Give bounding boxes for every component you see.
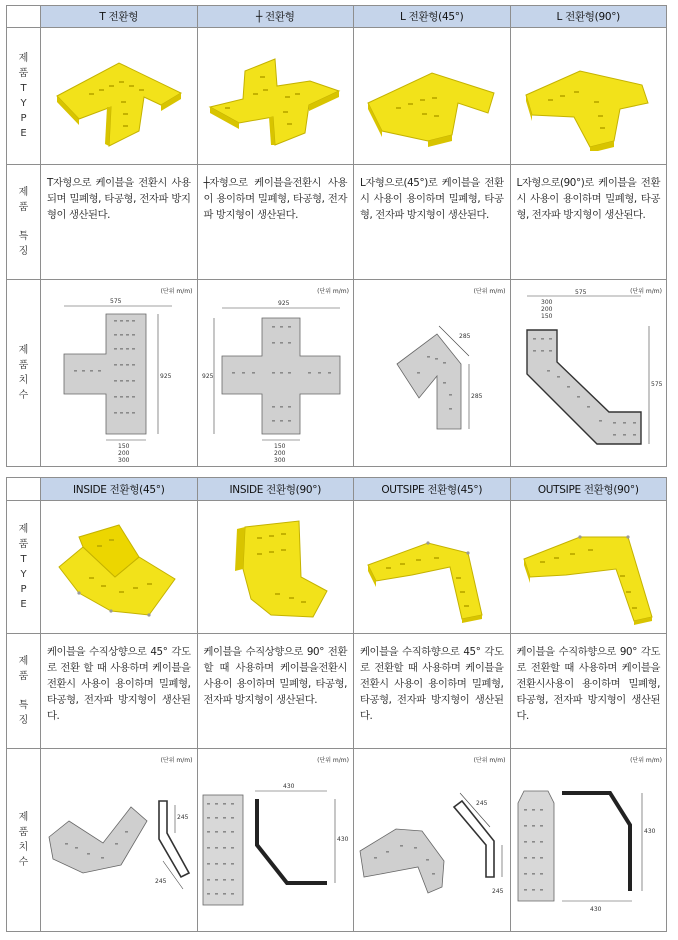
feature-l90-type: L자형으로(90°)로 케이블을 전환시 사용이 용이하며 밀폐형, 타공형, 전자파 방지형이 생산된다.: [510, 165, 667, 280]
feature-outside45-type: 케이블을 수직하향으로 45° 각도로 전환할 때 사용하며 케이블을 전환시 사용이 용이하며 밀폐형, 타공형, 전자파 방지형이 생산된다.: [354, 634, 511, 749]
dim-inside45-type: [41, 749, 198, 932]
header-row: [7, 6, 667, 28]
outside90-type-image: [510, 501, 667, 634]
type-row: [7, 501, 667, 634]
feature-row: [7, 634, 667, 749]
cross-type-image: [197, 28, 354, 165]
svg-text:925: 925: [278, 300, 290, 307]
unit-label: (단위 m/m): [630, 288, 662, 295]
unit-label: (단위 m/m): [317, 757, 349, 764]
feature-outside90-type: 케이블을 수직하향으로 90° 각도로 전환할 때 사용하며 케이블을 전환시사용이 용이하며 밀폐형, 타공형, 전자파 방지형이 생산된다.: [510, 634, 667, 749]
svg-text:925: 925: [159, 373, 172, 380]
header-inside90-type: INSIDE 전환형(90°): [197, 478, 354, 501]
inside45-type-image: [41, 501, 198, 634]
svg-text:200: 200: [541, 306, 553, 313]
l90-dimension-drawing: [513, 286, 663, 456]
t-type-image: [41, 28, 198, 165]
dim-outside90-type: [510, 749, 667, 932]
svg-text:575: 575: [109, 298, 122, 305]
svg-text:430: 430: [283, 783, 295, 790]
cross-dimension-drawing: [200, 294, 350, 464]
l45-dimension-drawing: [357, 294, 507, 464]
side-label-type: 제 품 T Y P E: [7, 501, 41, 634]
dim-cross-type: [197, 280, 354, 467]
t-dimension-drawing: [44, 294, 194, 464]
type-row: [7, 28, 667, 165]
unit-label: (단위 m/m): [160, 757, 193, 764]
header-outside45-type: OUTSIPE 전환형(45°): [354, 478, 511, 501]
outside90-dimension-drawing: [512, 773, 664, 923]
feature-t-type: T자형으로 케이블을 전환시 사용되며 밀폐형, 타공형, 전자파 방지형이 생산된다.: [41, 165, 198, 280]
dim-l90-type: [510, 280, 667, 467]
corner-cell: [7, 478, 41, 501]
feature-inside90-type: 케이블을 수직상향으로 90° 전환 할 때 사용하며 케이블을전환시 사용이 용이하며 밀폐형, 타공형, 전자파 방지형이 생산된다.: [197, 634, 354, 749]
dim-outside45-type: [354, 749, 511, 932]
inside90-dimension-drawing: [199, 775, 351, 925]
inside45-dimension-drawing: [43, 777, 195, 927]
outside45-type-image: [354, 501, 511, 634]
side-label-feature: 제 품 특 징: [7, 165, 41, 280]
svg-text:200: 200: [274, 450, 286, 457]
side-label-type: 제 품 T Y P E: [7, 28, 41, 165]
feature-inside45-type: 케이블을 수직상향으로 45° 각도로 전환 할 때 사용하며 케이블을 전환시 사용이 용이하며 밀폐형, 타공형, 전자파 방지형이 생산된다.: [41, 634, 198, 749]
svg-text:300: 300: [117, 457, 130, 464]
dim-l45-type: [354, 280, 511, 467]
outside90-tray-illustration: [518, 507, 658, 627]
feature-l45-type: L자형으로(45°)로 케이블을 전환시 사용이 용이하며 밀폐형, 타공형, 전자파 방지형이 생산된다.: [354, 165, 511, 280]
svg-text:285: 285: [470, 393, 483, 400]
t-tray-illustration: [49, 41, 189, 151]
dim-t-type: [41, 280, 198, 467]
svg-text:430: 430: [590, 906, 602, 913]
cross-tray-illustration: [205, 41, 345, 151]
inside90-type-image: [197, 501, 354, 634]
svg-text:575: 575: [651, 381, 663, 388]
svg-text:245: 245: [491, 888, 504, 895]
svg-text:300: 300: [541, 299, 553, 306]
svg-text:245: 245: [154, 878, 167, 885]
side-label-dimension: 제 품 치 수: [7, 749, 41, 932]
side-label-feature: 제 품 특 징: [7, 634, 41, 749]
l90-type-image: [510, 28, 667, 165]
header-inside45-type: INSIDE 전환형(45°): [41, 478, 198, 501]
svg-text:925: 925: [202, 373, 214, 380]
product-table-top: [6, 5, 667, 467]
l45-tray-illustration: [362, 41, 502, 151]
outside45-tray-illustration: [362, 507, 502, 627]
side-label-dimension: 제 품 치 수: [7, 280, 41, 467]
dimension-row: [7, 280, 667, 467]
header-t-type: T 전환형: [41, 6, 198, 28]
svg-text:245: 245: [176, 814, 189, 821]
feature-row: [7, 165, 667, 280]
header-row: [7, 478, 667, 501]
svg-text:150: 150: [274, 443, 286, 450]
inside90-tray-illustration: [205, 507, 345, 627]
header-outside90-type: OUTSIPE 전환형(90°): [510, 478, 667, 501]
feature-cross-type: ┼자형으로 케이블을전환시 사용이 용이하며 밀폐형, 타공형, 전자파 방지형이 생산된다.: [197, 165, 354, 280]
unit-label: (단위 m/m): [160, 288, 193, 295]
svg-text:430: 430: [644, 828, 656, 835]
header-l90-type: L 전환형(90°): [510, 6, 667, 28]
unit-label: (단위 m/m): [473, 757, 506, 764]
svg-text:245: 245: [475, 800, 488, 807]
unit-label: (단위 m/m): [630, 757, 662, 764]
svg-text:300: 300: [274, 457, 286, 464]
dim-inside90-type: [197, 749, 354, 932]
inside45-tray-illustration: [49, 507, 189, 627]
svg-text:200: 200: [117, 450, 130, 457]
l45-type-image: [354, 28, 511, 165]
svg-text:150: 150: [541, 313, 553, 320]
svg-text:430: 430: [337, 836, 349, 843]
svg-text:150: 150: [117, 443, 130, 450]
unit-label: (단위 m/m): [317, 288, 349, 295]
svg-text:285: 285: [458, 333, 471, 340]
corner-cell: [7, 6, 41, 28]
unit-label: (단위 m/m): [473, 288, 506, 295]
header-cross-type: ┼ 전환형: [197, 6, 354, 28]
l90-tray-illustration: [518, 41, 658, 151]
header-l45-type: L 전환형(45°): [354, 6, 511, 28]
svg-text:575: 575: [575, 289, 587, 296]
product-table-bottom: [6, 477, 667, 932]
outside45-dimension-drawing: [356, 777, 508, 927]
dimension-row: [7, 749, 667, 932]
